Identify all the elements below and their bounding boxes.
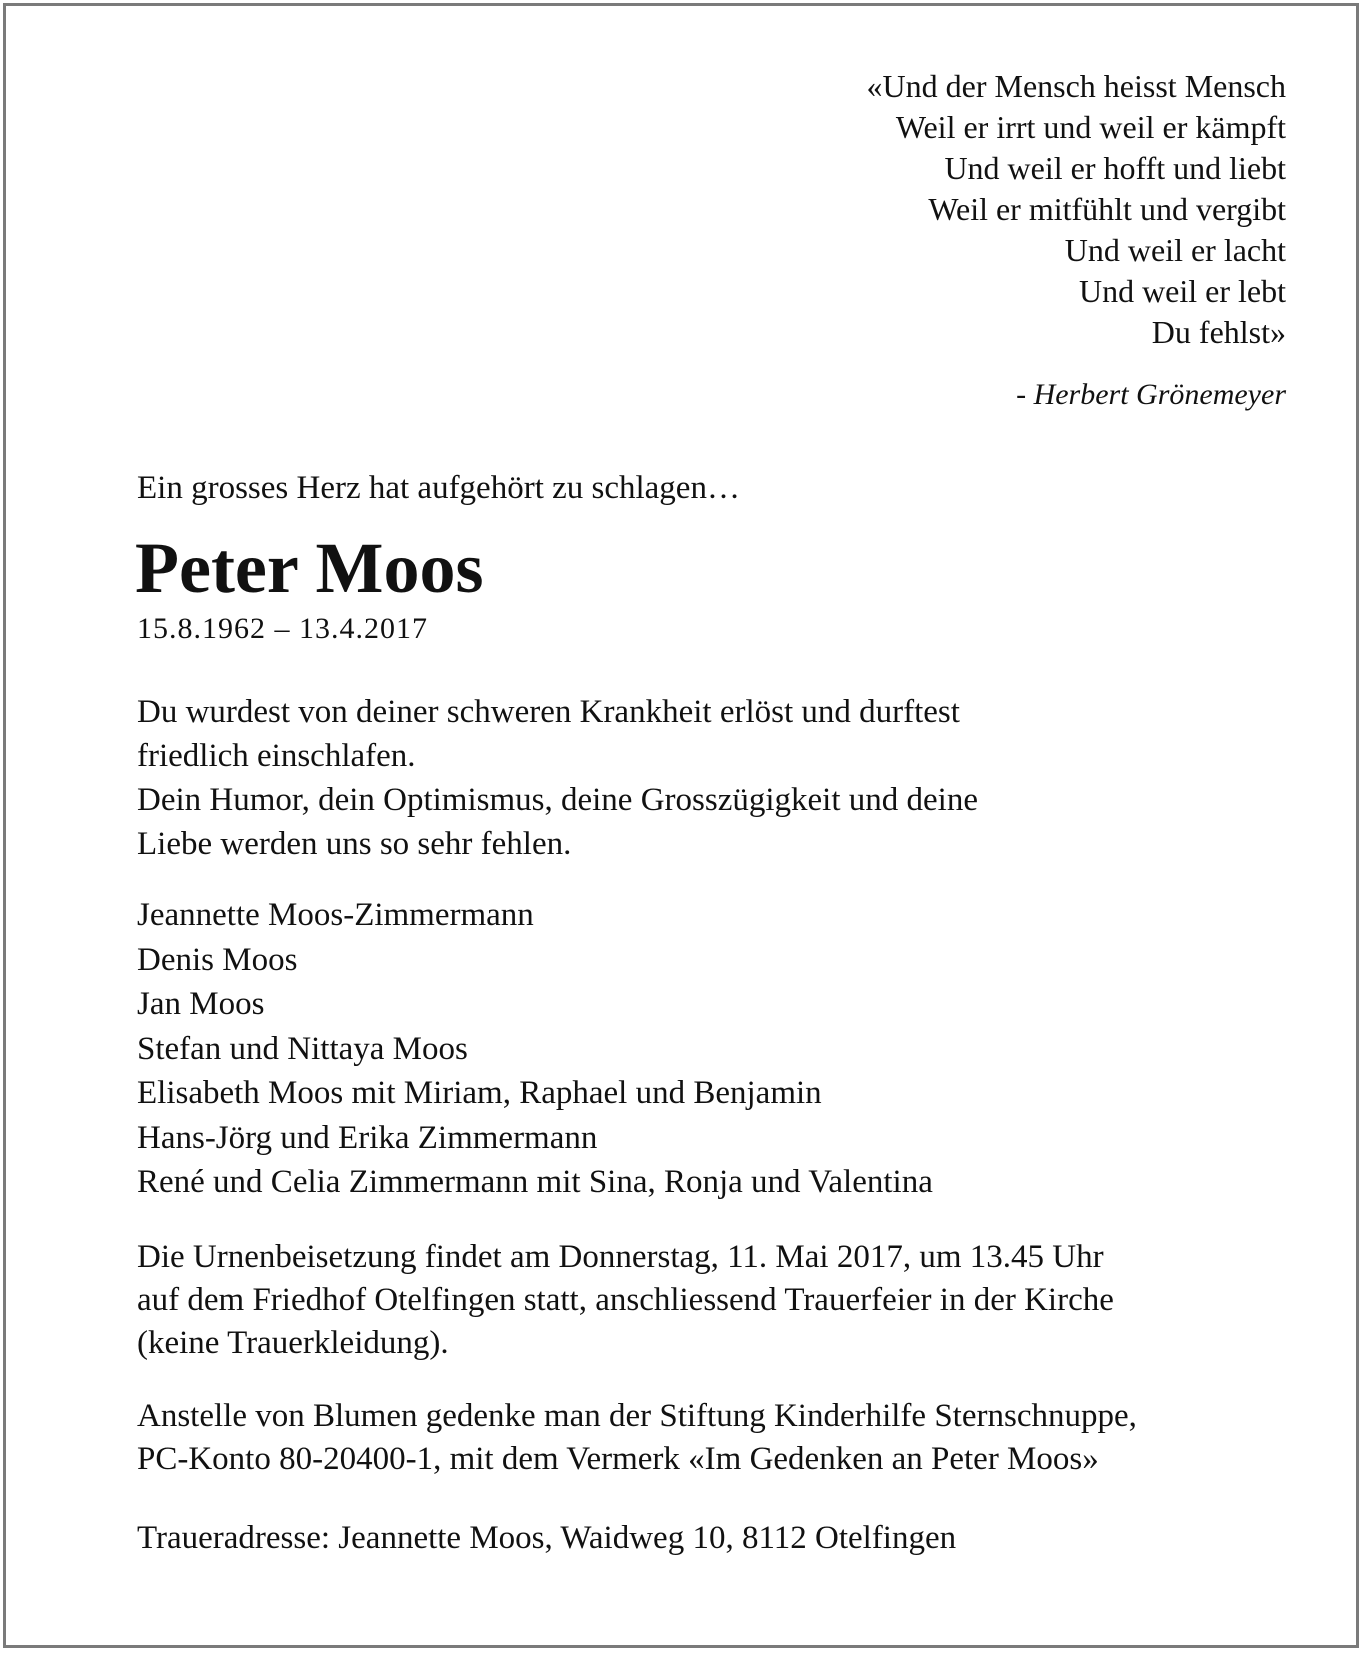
family-member: Hans-Jörg und Erika Zimmermann — [137, 1119, 598, 1156]
quote-line: Und weil er lacht — [1064, 232, 1286, 268]
family-member: Jan Moos — [137, 986, 265, 1022]
burial-line: (keine Trauerkleidung). — [137, 1325, 449, 1361]
family-member: Denis Moos — [137, 941, 298, 978]
family-member: Elisabeth Moos mit Miriam, Raphael und Benjamin — [137, 1075, 822, 1111]
family-member: René und Celia Zimmermann mit Sina, Ronja und Valentina — [137, 1164, 933, 1200]
message-line: Du wurdest von deiner schweren Krankheit erlöst und durftest — [137, 694, 960, 730]
family-list — [137, 893, 933, 1205]
message-line: Liebe werden uns so sehr fehlen. — [137, 826, 572, 862]
family-member: Jeannette Moos-Zimmermann — [137, 897, 534, 933]
donation-line: Anstelle von Blumen gedenke man der Stiftung Kinderhilfe Sternschnuppe, — [137, 1398, 1137, 1434]
intro-text: Ein grosses Herz hat aufgehört zu schlagen… — [137, 470, 740, 506]
donation-info — [137, 1395, 1137, 1481]
burial-line: Die Urnenbeisetzung findet am Donnerstag, 11. Mai 2017, um 13.45 Uhr — [137, 1239, 1104, 1275]
quote-author: - Herbert Grönemeyer — [1016, 378, 1286, 411]
family-member: Stefan und Nittaya Moos — [137, 1030, 468, 1067]
quote-line: «Und der Mensch heisst Mensch — [866, 68, 1286, 104]
deceased-name: Peter Moos — [135, 528, 484, 608]
message-line: Dein Humor, dein Optimismus, deine Grosszügigkeit und deine — [137, 782, 978, 818]
donation-line: PC-Konto 80-20400-1, mit dem Vermerk «Im Gedenken an Peter Moos» — [137, 1441, 1099, 1477]
quote-line: Und weil er lebt — [1078, 273, 1286, 309]
quote-line: Und weil er hofft und liebt — [944, 150, 1286, 186]
message-line: friedlich einschlafen. — [137, 738, 416, 774]
quote-line: Weil er irrt und weil er kämpft — [895, 109, 1286, 145]
quote-line: Weil er mitfühlt und vergibt — [928, 191, 1286, 227]
mourning-address: Traueradresse: Jeannette Moos, Waidweg 10, 8112 Otelfingen — [137, 1520, 957, 1556]
burial-line: auf dem Friedhof Otelfingen statt, anschliessend Trauerfeier in der Kirche — [137, 1282, 1114, 1318]
farewell-message — [137, 690, 978, 866]
quote-line: Du fehlst» — [1151, 314, 1286, 350]
life-dates: 15.8.1962 – 13.4.2017 — [137, 612, 428, 645]
quote-block — [867, 66, 1286, 353]
burial-info — [137, 1236, 1114, 1365]
